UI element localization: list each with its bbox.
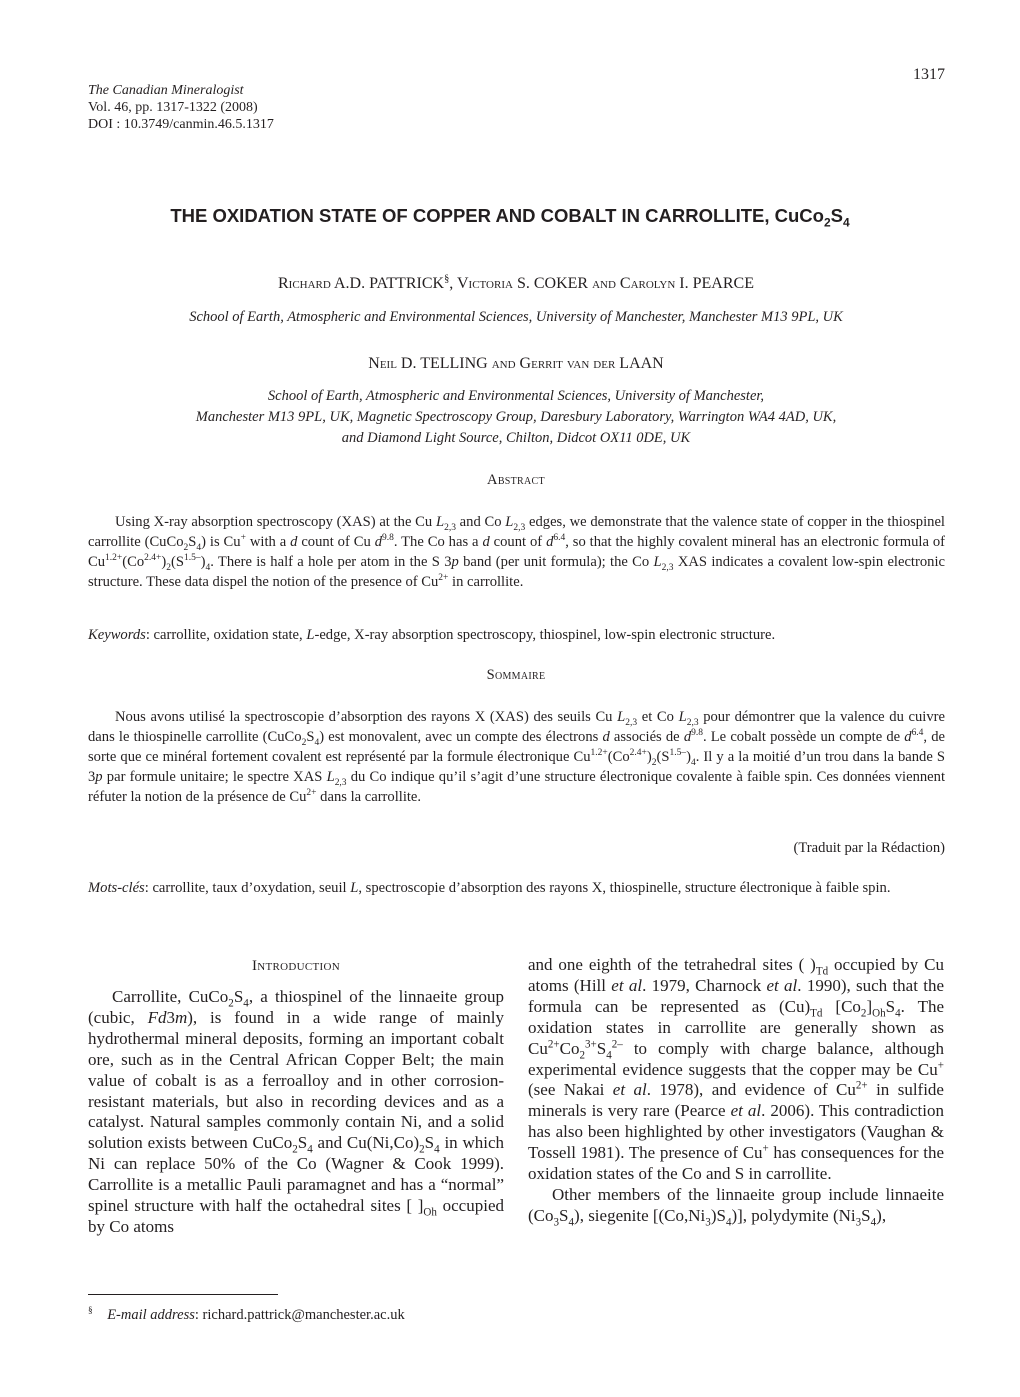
- intro-left-column: [88, 987, 504, 1238]
- abstract-heading: Abstract: [487, 472, 545, 488]
- affiliation-line: School of Earth, Atmospheric and Environmental Sciences, University of Manchester,: [267, 388, 765, 404]
- abstract-text: Using X-ray absorption spectroscopy (XAS) at the Cu $L_{2,3}$ and Co $L_{2,3}$ edges, we demonstrate that the valence state of copper in the thiospinel carrollite $(CuCo_2S_4)$ is Cu+ with a d count of Cu $d^{9.8}$. The Co has a d count of $d^{6.4}$, so that the highly covalent mineral has an electronic formula of $Cu^{1.2+}(Co^{2.4+})_2(S^{1.5-})_4$. There is half a hole per atom in the S 3p band (per unit formula); the Co $L_{2,3}$ XAS indicates a covalent low-spin electronic structure. These data dispel the notion of the presence of $Cu^{2+}$ in carrollite.: [88, 514, 946, 590]
- authors-group-2: Neil D. TELLING and Gerrit van der LAAN: [368, 355, 664, 372]
- journal-name: The Canadian Mineralogist: [88, 83, 244, 98]
- authors-group-1: Richard A.D. PATTRICK§, Victoria S. COKER and Carolyn I. PEARCE: [278, 273, 754, 292]
- paper-title: THE OXIDATION STATE OF COPPER AND COBALT IN CARROLLITE, $CuCo_2S_4$: [170, 205, 850, 230]
- journal-volume: Vol. 46, pp. 1317-1322 (2008): [88, 100, 258, 115]
- intro-paragraph: Other members of the linnaeite group include linnaeite $(Co_3S_4)$, siegenite $[(Co,Ni_3)S_4)$], polydymite $(Ni_3S_4)$,: [528, 1184, 944, 1229]
- affiliation-line: Manchester M13 9PL, UK, Magnetic Spectroscopy Group, Daresbury Laboratory, Warrington WA4 4AD, UK,: [195, 409, 837, 425]
- page-number: 1317: [913, 66, 945, 83]
- mots-cles: Mots-clés: carrollite, taux d’oxydation, seuil L, spectroscopie d’absorption des rayons X, thiospinelle, structure électronique à faible spin.: [88, 880, 891, 896]
- intro-right-column: [528, 955, 944, 1227]
- translation-credit: (Traduit par la Rédaction): [793, 840, 945, 856]
- sommaire-text: Nous avons utilisé la spectroscopie d’absorption des rayons X (XAS) des seuils Cu $L_{2,3}$ et Co $L_{2,3}$ pour démontrer que la valence du cuivre dans le thiospinelle carrollite $(CuCo_2S_4)$ est monovalent, avec un compte des électrons d associés de $d^{9.8}$. Le cobalt possède un compte de $d^{6.4}$, de sorte que ce minéral fortement covalent est représenté par la formule électronique $Cu^{1.2+}(Co^{2.4+})_2(S^{1.5-})_4$. Il y a la moitié d’un trou dans la bande S 3p par formule unitaire; le spectre XAS $L_{2,3}$ du Co indique qu’il s’agit d’une structure électronique covalente à faible spin. Ces données viennent réfuter la notion de la présence de $Cu^{2+}$ dans la carrollite.: [88, 709, 945, 805]
- sommaire-heading: Sommaire: [486, 667, 546, 683]
- journal-doi: DOI : 10.3749/canmin.46.5.1317: [88, 117, 274, 132]
- intro-paragraph: Carrollite, $CuCo_2S_4$, a thiospinel of the linnaeite group (cubic, Fd3m), is found in a wide range of mainly hydrothermal mineral deposits, forming an important cobalt ore, such as in the Central African Copper Belt; the main value of cobalt is as a ferroalloy and in other corrosion-resistant materials, but also in recording devices and as a catalyst. Natural samples commonly contain Ni, and a solid solution exists between $CuCo_2S_4$ and $Cu(Ni,Co)_2S_4$ in which Ni can replace 50% of the Co (Wagner & Cook 1999). Carrollite is a metallic Pauli paramagnet and has a “normal” spinel structure with half the octahedral sites [ ]$_{Oh}$ occupied by Co atoms: [88, 987, 505, 1236]
- keywords: Keywords: carrollite, oxidation state, L-edge, X-ray absorption spectroscopy, thiospinel, low-spin electronic structure.: [88, 627, 776, 643]
- journal-info: [88, 82, 274, 133]
- intro-paragraph: and one eighth of the tetrahedral sites ( )$_{Td}$ occupied by Cu atoms (Hill et al. 1979, Charnock et al. 1990), such that the formula can be represented as $(Cu)_{Td}$ $[Co_2]_{Oh}S_4$. The oxidation states in carrollite are generally shown as $Cu^{2+}Co_2^{3+}S_4^{2-}$ to comply with charge balance, although experimental evidence suggests that the copper may be Cu+ (see Nakai et al. 1978), and evidence of $Cu^{2+}$ in sulfide minerals is very rare (Pearce et al. 2006). This contradiction has also been highlighted by other investigators (Vaughan & Tossell 1981). The presence of Cu+ has consequences for the oxidation states of the Co and S in carrollite.: [528, 955, 945, 1184]
- introduction-heading: Introduction: [251, 958, 341, 974]
- affiliation-2: [80, 386, 952, 449]
- footnote-rule: [88, 1294, 278, 1295]
- affiliation-line: and Diamond Light Source, Chilton, Didcot OX11 0DE, UK: [341, 430, 691, 446]
- affiliation-1: School of Earth, Atmospheric and Environmental Sciences, University of Manchester, Manchester M13 9PL, UK: [189, 309, 843, 325]
- footnote-email: § E-mail address: richard.pattrick@manchester.ac.uk: [88, 1306, 405, 1323]
